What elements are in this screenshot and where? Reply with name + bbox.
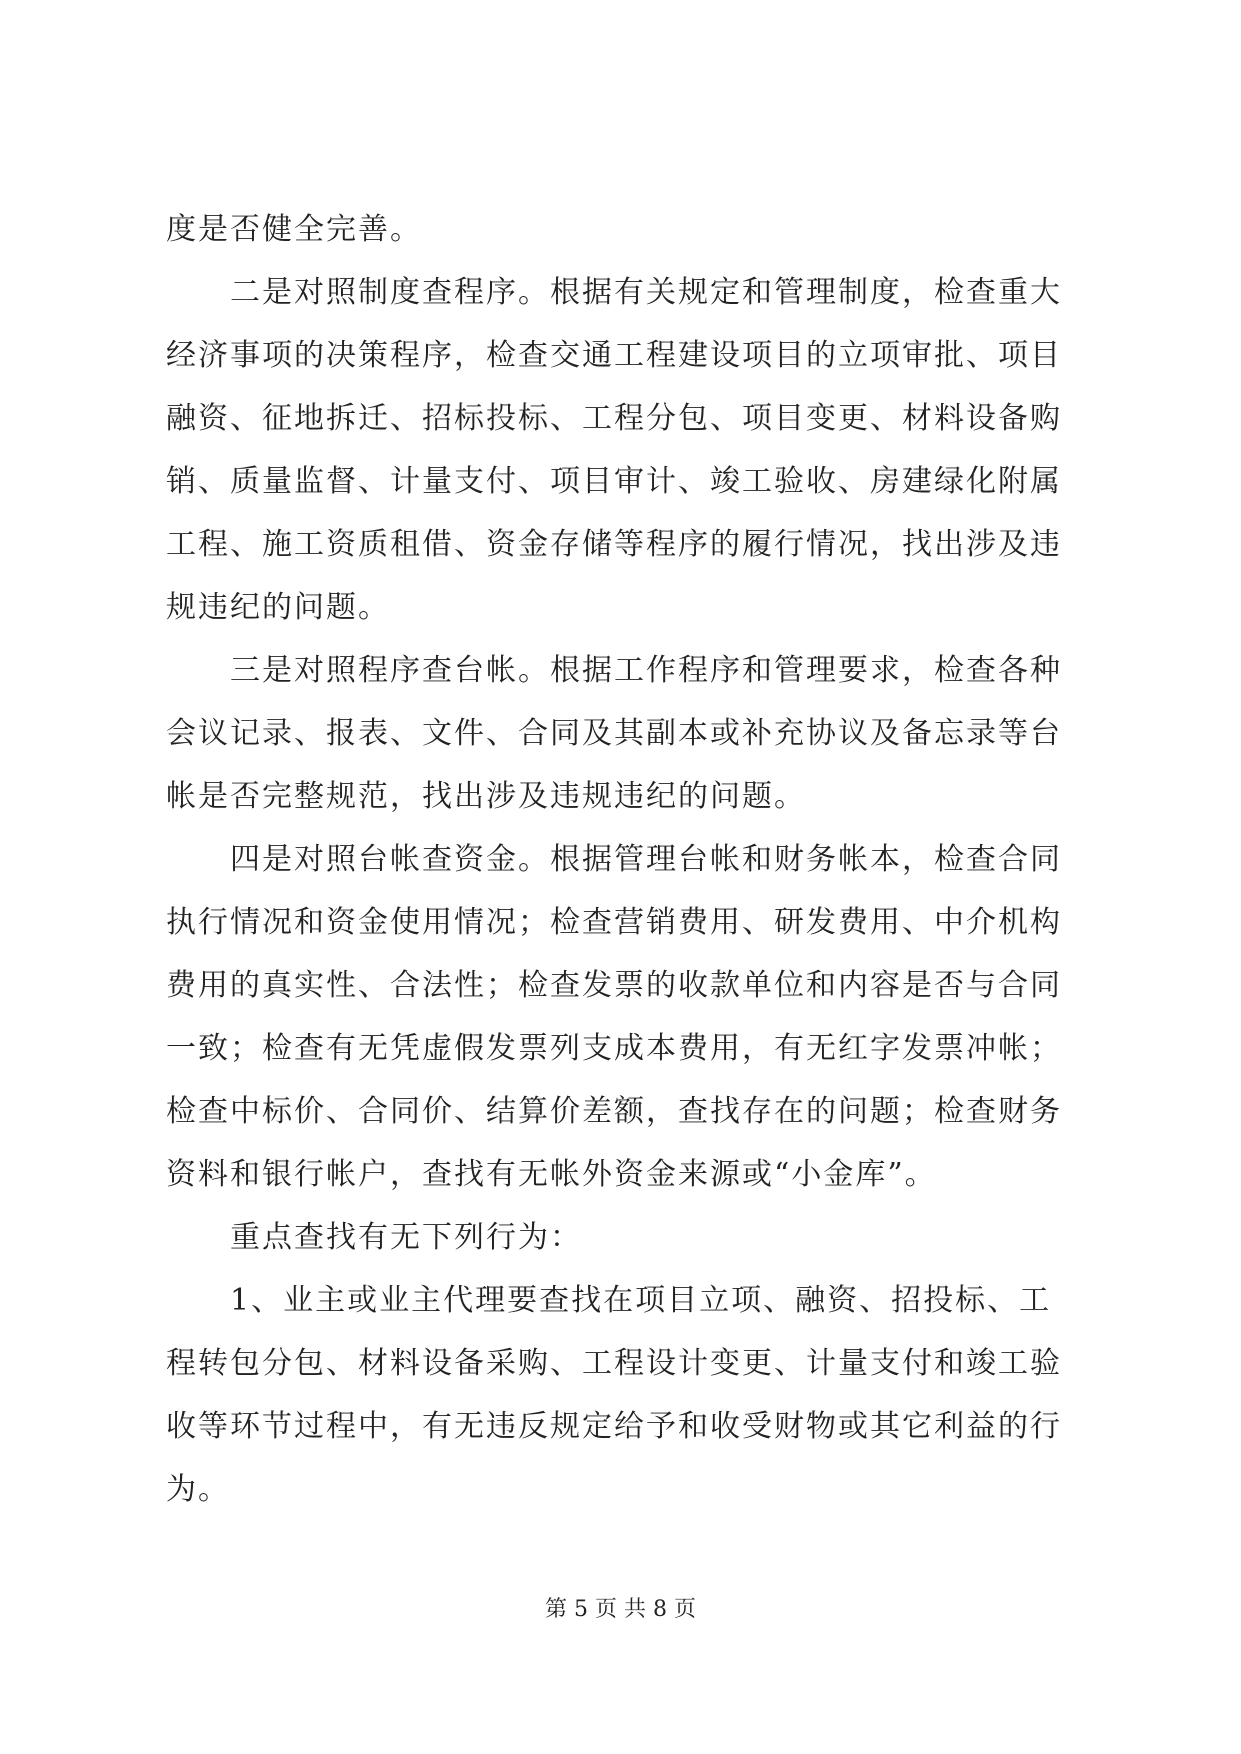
text-line: 一致；检查有无凭虚假发票列支成本费用，有无红字发票冲帐； [166, 1031, 1062, 1066]
text-line: 帐是否完整规范，找出涉及违规违纪的问题。 [166, 779, 806, 814]
text-line: 会议记录、报表、文件、合同及其副本或补充协议及备忘录等台 [166, 716, 1062, 751]
text-line: 执行情况和资金使用情况；检查营销费用、研发费用、中介机构 [166, 905, 1062, 940]
text-line: 规违纪的问题。 [166, 590, 390, 625]
text-line: 为。 [166, 1472, 230, 1507]
list-item-one-start: 1、业主或业主代理要查找在项目立项、融资、招投标、工 [230, 1283, 1052, 1318]
paragraph-four-start: 四是对照台帐查资金。根据管理台帐和财务帐本，检查合同 [230, 842, 1062, 877]
text-line: 度是否健全完善。 [166, 212, 422, 247]
text-line: 程转包分包、材料设备采购、工程设计变更、计量支付和竣工验 [166, 1346, 1062, 1381]
text-line: 销、质量监督、计量支付、项目审计、竣工验收、房建绿化附属 [166, 464, 1062, 499]
text-line: 资料和银行帐户，查找有无帐外资金来源或“小金库”。 [166, 1157, 937, 1192]
text-line: 费用的真实性、合法性；检查发票的收款单位和内容是否与合同 [166, 968, 1062, 1003]
page-number: 第 5 页 共 8 页 [545, 1597, 696, 1622]
text-line: 检查中标价、合同价、结算价差额，查找存在的问题；检查财务 [166, 1094, 1062, 1129]
key-checks-heading: 重点查找有无下列行为： [230, 1220, 582, 1255]
page-footer [0, 1592, 1241, 1623]
paragraph-two-start: 二是对照制度查程序。根据有关规定和管理制度，检查重大 [230, 275, 1062, 310]
paragraph-three-start: 三是对照程序查台帐。根据工作程序和管理要求，检查各种 [230, 653, 1062, 688]
text-line: 收等环节过程中，有无违反规定给予和收受财物或其它利益的行 [166, 1409, 1062, 1444]
text-line: 融资、征地拆迁、招标投标、工程分包、项目变更、材料设备购 [166, 401, 1062, 436]
text-line: 经济事项的决策程序，检查交通工程建设项目的立项审批、项目 [166, 338, 1062, 373]
document-body [166, 198, 1086, 1521]
text-line: 工程、施工资质租借、资金存储等程序的履行情况，找出涉及违 [166, 527, 1062, 562]
